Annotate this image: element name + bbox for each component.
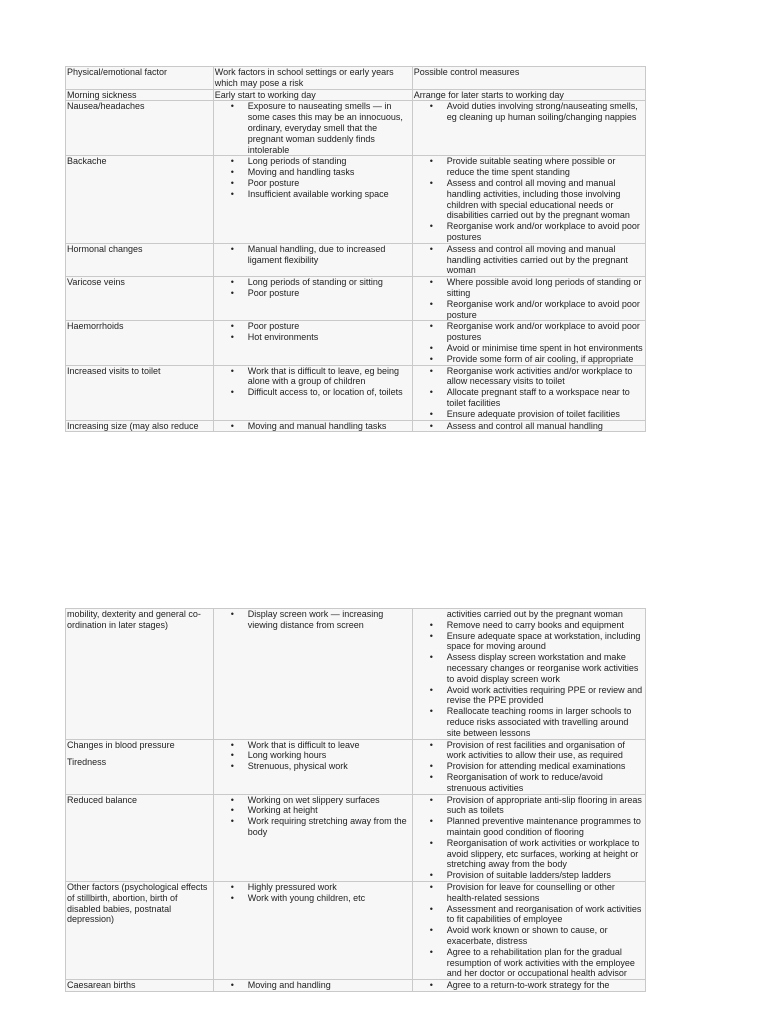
control-list <box>414 366 644 420</box>
factor-text: Backache <box>67 156 107 167</box>
control-cell <box>412 794 645 881</box>
control-item: • Ensure adequate provision of toilet facilities <box>447 409 644 420</box>
control-list <box>414 795 644 881</box>
control-item: • Assess display screen workstation and make necessary changes or reorganise work activities to avoid display screen work <box>447 652 644 684</box>
control-cell <box>412 365 645 420</box>
table-row <box>66 101 646 156</box>
table-row <box>66 365 646 420</box>
factor-cell <box>66 881 214 979</box>
control-item: • Provision of appropriate anti-slip flooring in areas such as toilets <box>447 795 644 817</box>
control-cell <box>412 277 645 321</box>
factor-text: Caesarean births <box>67 980 136 991</box>
risk-item: • Moving and manual handling tasks <box>248 421 411 432</box>
column-header: Work factors in school settings or early years which may pose a risk <box>213 67 412 90</box>
risk-cell <box>213 794 412 881</box>
column-header: Physical/emotional factor <box>66 67 214 90</box>
risk-item: • Insufficient available working space <box>248 189 411 200</box>
risk-list <box>215 609 411 631</box>
factor-cell <box>66 365 214 420</box>
control-cell <box>412 101 645 156</box>
risk-list <box>215 421 411 432</box>
risk-list <box>215 101 411 155</box>
factor-text: Increased visits to toilet <box>67 365 161 376</box>
factor-cell <box>66 156 214 243</box>
table-row <box>66 243 646 276</box>
factor-text: Haemorrhoids <box>67 321 124 332</box>
control-item: • Allocate pregnant staff to a workspace near to toilet facilities <box>447 387 644 409</box>
table-2-body <box>66 609 646 992</box>
risk-item: • Work that is difficult to leave, eg being alone with a group of children <box>248 366 411 388</box>
table-row <box>66 321 646 365</box>
control-item: • Ensure adequate space at workstation, including space for moving around <box>447 631 644 653</box>
risk-item: • Work that is difficult to leave <box>248 740 411 751</box>
control-list <box>414 321 644 364</box>
control-cell <box>412 739 645 794</box>
risk-cell <box>213 156 412 243</box>
risk-item: • Display screen work — increasing viewing distance from screen <box>248 609 411 631</box>
table-row <box>66 881 646 979</box>
table-row <box>66 156 646 243</box>
factor-text: Varicose veins <box>67 277 125 288</box>
control-cell <box>412 321 645 365</box>
risk-cell <box>213 980 412 992</box>
table-row <box>66 277 646 321</box>
risk-table-part-1 <box>65 66 646 432</box>
risk-item: • Work requiring stretching away from the body <box>248 816 411 838</box>
control-cell <box>412 420 645 432</box>
table-row <box>66 980 646 992</box>
table-1-body <box>66 67 646 432</box>
control-cell <box>412 881 645 979</box>
control-item: • Reorganise work and/or workplace to avoid poor postures <box>447 321 644 343</box>
control-item: • Reorganisation of work to reduce/avoid strenuous activities <box>447 772 644 794</box>
risk-item: • Poor posture <box>248 321 411 332</box>
factor-cell <box>66 420 214 432</box>
factor-cell <box>66 321 214 365</box>
risk-item: • Long periods of standing <box>248 156 411 167</box>
control-item: • Planned preventive maintenance programmes to maintain good condition of flooring <box>447 816 644 838</box>
risk-item: • Poor posture <box>248 178 411 189</box>
risk-item: • Moving and handling tasks <box>248 167 411 178</box>
factor-text: Increasing size (may also reduce <box>67 420 199 431</box>
control-item: • Where possible avoid long periods of standing or sitting <box>447 277 644 299</box>
factor-cell <box>66 980 214 992</box>
risk-table-part-2 <box>65 608 646 992</box>
column-header: Possible control measures <box>412 67 645 90</box>
factor-text: Changes in blood pressure <box>67 739 175 750</box>
risk-item: • Moving and handling <box>248 980 411 991</box>
risk-item: • Long working hours <box>248 750 411 761</box>
control-text: Arrange for later starts to working day <box>413 89 564 100</box>
table-header-row <box>66 67 646 90</box>
control-item: • Reallocate teaching rooms in larger schools to reduce risks associated with travelling around site between lessons <box>447 706 644 738</box>
control-item: • Assess and control all manual handling <box>447 421 644 432</box>
control-cell <box>412 980 645 992</box>
control-item: • Provide suitable seating where possible or reduce the time spent standing <box>447 156 644 178</box>
table-row <box>66 739 646 794</box>
control-item: • Avoid duties involving strong/nauseating smells, eg cleaning up human soiling/changing nappies <box>447 101 644 123</box>
factor-text: Other factors (psychological effects of stillbirth, abortion, birth of disabled babies, postnatal depression) <box>67 881 208 925</box>
risk-item: • Working at height <box>248 805 411 816</box>
control-item: • Provide some form of air cooling, if appropriate <box>447 354 644 365</box>
table-row <box>66 794 646 881</box>
risk-item: • Highly pressured work <box>248 882 411 893</box>
risk-cell <box>213 365 412 420</box>
risk-item: • Difficult access to, or location of, toilets <box>248 387 411 398</box>
risk-cell <box>213 609 412 740</box>
table-row <box>66 89 646 101</box>
factor-cell <box>66 739 214 794</box>
control-item: • Assess and control all moving and manual handling activities carried out by the pregnant woman <box>447 244 644 276</box>
risk-item: • Poor posture <box>248 288 411 299</box>
risk-cell <box>213 277 412 321</box>
factor-text: mobility, dexterity and general co-ordination in later stages) <box>67 609 201 630</box>
risk-list <box>215 882 411 904</box>
control-list <box>414 244 644 276</box>
control-cell <box>412 243 645 276</box>
risk-list <box>215 795 411 838</box>
control-list <box>414 882 644 979</box>
factor-cell <box>66 609 214 740</box>
risk-cell <box>213 881 412 979</box>
control-item: • Avoid work known or shown to cause, or exacerbate, distress <box>447 925 644 947</box>
control-item: • Reorganisation of work activities or workplace to avoid slippery, etc surfaces, working at height or stretching away from the body <box>447 838 644 870</box>
factor-text: Nausea/headaches <box>67 101 145 112</box>
factor-cell <box>66 277 214 321</box>
control-item: • Provision of rest facilities and organisation of work activities to allow their use, as required <box>447 740 644 762</box>
control-item: • Reorganise work and/or workplace to avoid poor postures <box>447 221 644 243</box>
control-item: • Reorganise work and/or workplace to avoid poor posture <box>447 299 644 321</box>
risk-list <box>215 156 411 199</box>
risk-cell <box>213 243 412 276</box>
table-row <box>66 420 646 432</box>
risk-list <box>215 244 411 266</box>
control-item: • Assessment and reorganisation of work activities to fit capabilities of employee <box>447 904 644 926</box>
control-list <box>414 421 644 432</box>
risk-text: Early start to working day <box>214 89 316 100</box>
risk-list <box>215 366 411 398</box>
control-item: • Remove need to carry books and equipment <box>447 620 644 631</box>
factor-cell <box>66 794 214 881</box>
factor-text: Hormonal changes <box>67 243 143 254</box>
risk-list <box>215 321 411 343</box>
risk-item: • Long periods of standing or sitting <box>248 277 411 288</box>
factor-text: Tiredness <box>67 757 107 768</box>
control-list <box>414 980 644 991</box>
risk-item: • Exposure to nauseating smells — in some cases this may be an innocuous, ordinary, everyday smell that the pregnant woman suddenly finds intolerable <box>248 101 411 155</box>
control-list <box>414 740 644 794</box>
risk-cell <box>213 89 412 101</box>
control-item: • Assess and control all moving and manual handling activities, including those involving children with special educational needs or disabilities carried out by the pregnant woman <box>447 178 644 221</box>
risk-item: • Hot environments <box>248 332 411 343</box>
control-item: • Provision for attending medical examinations <box>447 761 644 772</box>
factor-cell <box>66 89 214 101</box>
control-item: • Agree to a rehabilitation plan for the gradual resumption of work activities with the employee and her doctor or occupational health advisor <box>447 947 644 979</box>
control-item: • Avoid or minimise time spent in hot environments <box>447 343 644 354</box>
risk-cell <box>213 420 412 432</box>
risk-list <box>215 980 411 991</box>
control-item: • Reorganise work activities and/or workplace to allow necessary visits to toilet <box>447 366 644 388</box>
risk-cell <box>213 321 412 365</box>
risk-item: • Working on wet slippery surfaces <box>248 795 411 806</box>
risk-item: • Strenuous, physical work <box>248 761 411 772</box>
risk-list <box>215 277 411 299</box>
control-list <box>414 609 644 739</box>
factor-cell <box>66 243 214 276</box>
control-list <box>414 101 644 123</box>
control-list <box>414 156 644 242</box>
factor-text: Morning sickness <box>67 89 137 100</box>
control-list <box>414 277 644 320</box>
risk-list <box>215 740 411 772</box>
risk-cell <box>213 739 412 794</box>
control-continuation: activities carried out by the pregnant woman <box>446 609 623 619</box>
table-row <box>66 609 646 740</box>
control-item: • Provision of suitable ladders/step ladders <box>447 870 644 881</box>
control-item: • Provision for leave for counselling or other health-related sessions <box>447 882 644 904</box>
factor-cell <box>66 101 214 156</box>
control-item: • Agree to a return-to-work strategy for the <box>447 980 644 991</box>
risk-item: • Manual handling, due to increased ligament flexibility <box>248 244 411 266</box>
risk-cell <box>213 101 412 156</box>
control-cell <box>412 156 645 243</box>
control-item: • Avoid work activities requiring PPE or review and revise the PPE provided <box>447 685 644 707</box>
factor-text: Reduced balance <box>67 794 138 805</box>
control-cell <box>412 89 645 101</box>
risk-item: • Work with young children, etc <box>248 893 411 904</box>
control-cell <box>412 609 645 740</box>
